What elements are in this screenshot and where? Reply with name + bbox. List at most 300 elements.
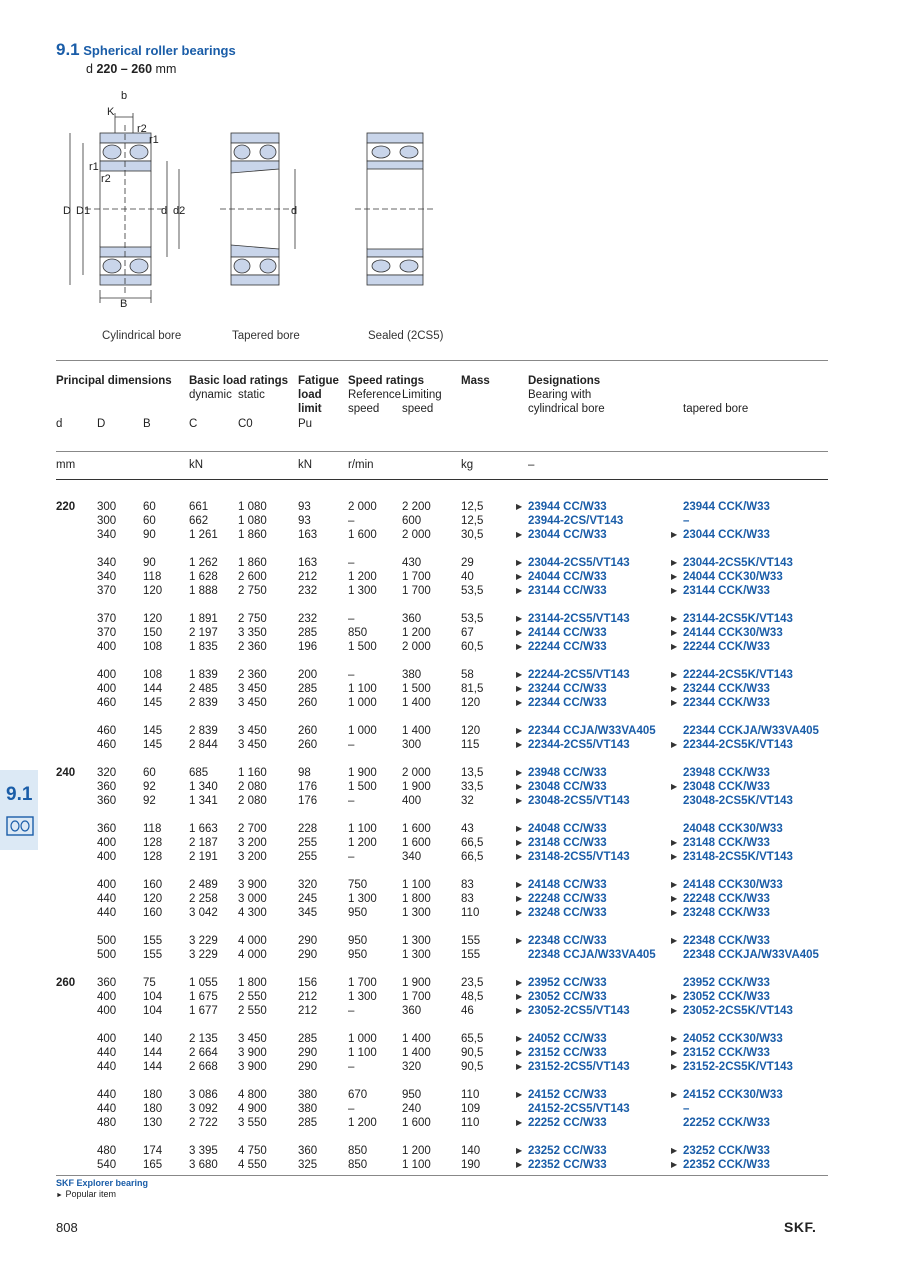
table-row <box>0 500 900 514</box>
cell-dynamic-load: 2 844 <box>189 739 218 751</box>
table-row <box>0 612 900 626</box>
cell-outer-diameter: 400 <box>97 879 117 891</box>
label-r1b: r1 <box>89 161 99 173</box>
cell-outer-diameter: 480 <box>97 1117 117 1129</box>
cell-mass: 66,5 <box>461 851 484 863</box>
cell-designation-tapered: 23152 CCK/W33 <box>683 1047 770 1059</box>
cell-designation-tapered: 23948 CCK/W33 <box>683 767 770 779</box>
cell-limiting-speed: 1 900 <box>402 781 431 793</box>
table-row <box>0 780 900 794</box>
cell-width: 104 <box>143 991 163 1003</box>
cell-designation-cylindrical: 23252 CC/W33 <box>528 1145 607 1157</box>
cell-mass: 110 <box>461 1117 480 1129</box>
cell-designation-tapered: 23048-2CS5K/VT143 <box>683 795 793 807</box>
cell-limiting-speed: 1 400 <box>402 1047 431 1059</box>
label-r2b: r2 <box>101 173 111 185</box>
cell-limiting-speed: 300 <box>402 739 422 751</box>
cell-fatigue-limit: 156 <box>298 977 318 989</box>
hdr-basic-load: Basic load ratings <box>189 375 289 387</box>
cell-width: 180 <box>143 1103 163 1115</box>
cell-designation-tapered: 23248 CCK/W33 <box>683 907 770 919</box>
cell-limiting-speed: 400 <box>402 795 422 807</box>
popular-item-icon: ▶ <box>671 1034 678 1043</box>
cell-limiting-speed: 2 200 <box>402 501 431 513</box>
cell-static-load: 2 360 <box>238 641 267 653</box>
cell-static-load: 4 550 <box>238 1159 267 1171</box>
cell-dynamic-load: 2 839 <box>189 697 218 709</box>
cell-dynamic-load: 3 229 <box>189 935 218 947</box>
cell-dynamic-load: 1 839 <box>189 669 218 681</box>
cell-static-load: 3 200 <box>238 837 267 849</box>
cell-outer-diameter: 400 <box>97 669 117 681</box>
cell-mass: 48,5 <box>461 991 484 1003</box>
cell-reference-speed: 1 100 <box>348 683 377 695</box>
cell-static-load: 2 550 <box>238 1005 267 1017</box>
cell-designation-cylindrical: 23048 CC/W33 <box>528 781 607 793</box>
cell-designation-cylindrical: 23948 CC/W33 <box>528 767 607 779</box>
cell-designation-cylindrical: 23148 CC/W33 <box>528 837 607 849</box>
table-row <box>0 850 900 864</box>
cell-mass: 115 <box>461 739 480 751</box>
popular-item-icon: ▶ <box>516 628 523 637</box>
cell-limiting-speed: 1 200 <box>402 627 431 639</box>
cell-static-load: 3 450 <box>238 683 267 695</box>
table-row <box>0 1032 900 1046</box>
unit-mm: mm <box>56 459 76 471</box>
cell-dynamic-load: 661 <box>189 501 209 513</box>
top-rule <box>56 360 828 361</box>
popular-item-icon: ▶ <box>671 908 678 917</box>
cell-dynamic-load: 2 722 <box>189 1117 218 1129</box>
cell-width: 145 <box>143 725 163 737</box>
popular-item-icon: ▶ <box>671 586 678 595</box>
cell-designation-cylindrical: 23148-2CS5/VT143 <box>528 851 630 863</box>
table-row <box>0 1158 900 1172</box>
cell-fatigue-limit: 176 <box>298 781 318 793</box>
cell-designation-tapered: 22348 CCK/W33 <box>683 935 770 947</box>
popular-item-icon: ▶ <box>671 740 678 749</box>
cell-reference-speed: 950 <box>348 907 368 919</box>
cell-limiting-speed: 1 100 <box>402 1159 431 1171</box>
cell-limiting-speed: 1 700 <box>402 571 431 583</box>
cell-designation-tapered: 24052 CCK30/W33 <box>683 1033 783 1045</box>
cell-mass: 32 <box>461 795 474 807</box>
bottom-rule <box>56 1175 828 1176</box>
cell-limiting-speed: 1 400 <box>402 725 431 737</box>
popular-item-icon: ▶ <box>516 880 523 889</box>
hdr-reference2: speed <box>348 403 380 415</box>
cell-designation-tapered: – <box>683 515 690 527</box>
cell-designation-cylindrical: 23952 CC/W33 <box>528 977 607 989</box>
cell-width: 120 <box>143 613 163 625</box>
cell-fatigue-limit: 176 <box>298 795 318 807</box>
cell-reference-speed: – <box>348 515 355 527</box>
cell-mass: 65,5 <box>461 1033 484 1045</box>
cell-reference-speed: – <box>348 1103 355 1115</box>
cell-designation-tapered: 24144 CCK30/W33 <box>683 627 783 639</box>
cell-outer-diameter: 400 <box>97 641 117 653</box>
cell-limiting-speed: 950 <box>402 1089 422 1101</box>
cell-fatigue-limit: 285 <box>298 627 318 639</box>
cell-limiting-speed: 380 <box>402 669 422 681</box>
cell-limiting-speed: 360 <box>402 613 422 625</box>
cell-fatigue-limit: 212 <box>298 571 318 583</box>
cell-designation-cylindrical: 23144-2CS5/VT143 <box>528 613 630 625</box>
cell-dynamic-load: 1 663 <box>189 823 218 835</box>
cell-width: 145 <box>143 739 163 751</box>
popular-item-icon: ▶ <box>516 684 523 693</box>
cell-designation-tapered: 23052 CCK/W33 <box>683 991 770 1003</box>
cell-reference-speed: 2 000 <box>348 501 377 513</box>
sym-C: C <box>189 418 198 430</box>
cell-static-load: 2 080 <box>238 781 267 793</box>
cell-designation-tapered: 23148-2CS5K/VT143 <box>683 851 793 863</box>
cell-width: 92 <box>143 781 156 793</box>
cell-limiting-speed: 1 300 <box>402 935 431 947</box>
cell-limiting-speed: 600 <box>402 515 422 527</box>
cell-mass: 46 <box>461 1005 474 1017</box>
hdr-reference1: Reference <box>348 389 402 401</box>
cell-fatigue-limit: 320 <box>298 879 318 891</box>
cell-designation-cylindrical: 23044 CC/W33 <box>528 529 607 541</box>
cell-fatigue-limit: 232 <box>298 613 318 625</box>
cell-fatigue-limit: 93 <box>298 515 311 527</box>
footnote-explorer: SKF Explorer bearing <box>56 1178 149 1188</box>
cell-designation-cylindrical: 22352 CC/W33 <box>528 1159 607 1171</box>
popular-item-icon: ▶ <box>671 894 678 903</box>
cell-fatigue-limit: 360 <box>298 1145 318 1157</box>
cell-reference-speed: 1 900 <box>348 767 377 779</box>
d-label: d <box>86 62 93 76</box>
cell-outer-diameter: 300 <box>97 501 117 513</box>
label-D: D <box>63 205 71 217</box>
label-D1: D1 <box>76 205 91 217</box>
cell-d: 220 <box>56 501 76 513</box>
cell-reference-speed: 1 300 <box>348 585 377 597</box>
cell-reference-speed: 670 <box>348 1089 368 1101</box>
cell-mass: 120 <box>461 697 481 709</box>
cell-static-load: 2 750 <box>238 585 267 597</box>
cell-dynamic-load: 2 664 <box>189 1047 218 1059</box>
cell-designation-cylindrical: 23052-2CS5/VT143 <box>528 1005 630 1017</box>
section-title-text: Spherical roller bearings <box>83 43 236 58</box>
side-tab-number: 9.1 <box>6 784 33 805</box>
cell-mass: 155 <box>461 935 481 947</box>
table-row <box>0 878 900 892</box>
cell-designation-cylindrical: 22344 CC/W33 <box>528 697 607 709</box>
cell-width: 120 <box>143 893 163 905</box>
popular-item-icon: ▶ <box>516 1160 523 1169</box>
cell-fatigue-limit: 290 <box>298 1047 318 1059</box>
cell-d: 240 <box>56 767 76 779</box>
table-row <box>0 948 900 962</box>
cell-fatigue-limit: 255 <box>298 851 318 863</box>
caption-tapered: Tapered bore <box>232 330 300 342</box>
cell-width: 108 <box>143 641 163 653</box>
cell-static-load: 1 800 <box>238 977 267 989</box>
cell-designation-tapered: 23144 CCK/W33 <box>683 585 770 597</box>
cell-mass: 83 <box>461 879 474 891</box>
cell-dynamic-load: 2 191 <box>189 851 218 863</box>
popular-item-icon: ▶ <box>516 852 523 861</box>
table-row <box>0 766 900 780</box>
cell-static-load: 3 900 <box>238 879 267 891</box>
cell-width: 150 <box>143 627 163 639</box>
table-row <box>0 570 900 584</box>
cell-static-load: 1 860 <box>238 557 267 569</box>
table-row <box>0 892 900 906</box>
cell-designation-cylindrical: 24044 CC/W33 <box>528 571 607 583</box>
popular-item-icon: ▶ <box>671 880 678 889</box>
section-number: 9.1 <box>56 40 80 59</box>
page-number: 808 <box>56 1220 78 1235</box>
sym-Pu: Pu <box>298 418 313 430</box>
cell-mass: 140 <box>461 1145 481 1157</box>
footnote-popular <box>56 1189 116 1199</box>
table-row <box>0 990 900 1004</box>
table-row <box>0 696 900 710</box>
label-b: b <box>121 90 128 102</box>
cell-outer-diameter: 360 <box>97 781 117 793</box>
cell-reference-speed: 1 500 <box>348 641 377 653</box>
cell-reference-speed: – <box>348 1061 355 1073</box>
cell-limiting-speed: 1 500 <box>402 683 431 695</box>
cell-fatigue-limit: 163 <box>298 557 318 569</box>
header-rule <box>56 451 828 452</box>
cell-outer-diameter: 320 <box>97 767 117 779</box>
table-row <box>0 794 900 808</box>
cell-static-load: 3 350 <box>238 627 267 639</box>
cell-outer-diameter: 400 <box>97 683 117 695</box>
table-row <box>0 934 900 948</box>
cell-designation-cylindrical: 23144 CC/W33 <box>528 585 607 597</box>
cell-mass: 110 <box>461 1089 480 1101</box>
cell-designation-cylindrical: 23152 CC/W33 <box>528 1047 607 1059</box>
cell-dynamic-load: 3 229 <box>189 949 218 961</box>
cell-fatigue-limit: 200 <box>298 669 318 681</box>
cell-static-load: 2 550 <box>238 991 267 1003</box>
cell-designation-tapered: 23152-2CS5K/VT143 <box>683 1061 793 1073</box>
cell-mass: 53,5 <box>461 585 484 597</box>
cell-outer-diameter: 400 <box>97 851 117 863</box>
cell-reference-speed: 1 000 <box>348 725 377 737</box>
table-row <box>0 556 900 570</box>
cell-designation-cylindrical: 22344 CCJA/W33VA405 <box>528 725 656 737</box>
cell-reference-speed: – <box>348 613 355 625</box>
cell-mass: 190 <box>461 1159 481 1171</box>
cell-outer-diameter: 440 <box>97 1089 117 1101</box>
cell-outer-diameter: 300 <box>97 515 117 527</box>
cell-static-load: 3 900 <box>238 1061 267 1073</box>
cell-reference-speed: 1 300 <box>348 991 377 1003</box>
cell-static-load: 3 000 <box>238 893 267 905</box>
cell-outer-diameter: 440 <box>97 1103 117 1115</box>
cell-reference-speed: – <box>348 851 355 863</box>
cell-limiting-speed: 1 300 <box>402 907 431 919</box>
popular-item-icon: ▶ <box>671 1006 678 1015</box>
cell-reference-speed: 1 500 <box>348 781 377 793</box>
cell-dynamic-load: 1 340 <box>189 781 218 793</box>
popular-item-icon: ▶ <box>671 628 678 637</box>
popular-item-icon: ▶ <box>516 894 523 903</box>
cell-width: 118 <box>143 823 162 835</box>
table-row <box>0 1060 900 1074</box>
cell-outer-diameter: 500 <box>97 935 117 947</box>
sym-C0: C0 <box>238 418 253 430</box>
cell-mass: 66,5 <box>461 837 484 849</box>
cell-reference-speed: 1 200 <box>348 837 377 849</box>
unit-kg: kg <box>461 459 474 471</box>
cell-designation-tapered: 22348 CCKJA/W33VA405 <box>683 949 819 961</box>
popular-item-icon: ▶ <box>516 1090 523 1099</box>
cell-width: 145 <box>143 697 163 709</box>
cell-limiting-speed: 1 400 <box>402 1033 431 1045</box>
table-row <box>0 1116 900 1130</box>
cell-fatigue-limit: 345 <box>298 907 318 919</box>
cell-static-load: 3 200 <box>238 851 267 863</box>
cell-dynamic-load: 2 839 <box>189 725 218 737</box>
popular-item-icon: ▶ <box>516 614 523 623</box>
cell-mass: 12,5 <box>461 501 484 513</box>
cell-mass: 58 <box>461 669 474 681</box>
cell-designation-tapered: 22344 CCK/W33 <box>683 697 770 709</box>
popular-item-icon: ▶ <box>671 614 678 623</box>
cell-designation-cylindrical: 24052 CC/W33 <box>528 1033 607 1045</box>
cell-width: 144 <box>143 1047 163 1059</box>
popular-item-icon: ▶ <box>671 558 678 567</box>
cell-outer-diameter: 400 <box>97 991 117 1003</box>
cell-mass: 90,5 <box>461 1061 484 1073</box>
cell-outer-diameter: 370 <box>97 613 117 625</box>
table-row <box>0 514 900 528</box>
cell-fatigue-limit: 212 <box>298 1005 318 1017</box>
cell-width: 144 <box>143 1061 163 1073</box>
cell-width: 60 <box>143 501 156 513</box>
cell-reference-speed: 1 200 <box>348 571 377 583</box>
cell-reference-speed: 1 300 <box>348 893 377 905</box>
cell-outer-diameter: 360 <box>97 823 117 835</box>
cell-fatigue-limit: 290 <box>298 949 318 961</box>
tapered-bore-drawing <box>220 133 298 285</box>
cell-width: 92 <box>143 795 156 807</box>
cell-static-load: 4 000 <box>238 935 267 947</box>
cell-designation-tapered: 22344 CCKJA/W33VA405 <box>683 725 819 737</box>
cell-static-load: 4 800 <box>238 1089 267 1101</box>
unit-dash: – <box>528 459 535 471</box>
section-side-tab <box>0 770 38 850</box>
cell-static-load: 2 080 <box>238 795 267 807</box>
table-row <box>0 1046 900 1060</box>
cell-mass: 23,5 <box>461 977 484 989</box>
cell-dynamic-load: 1 891 <box>189 613 218 625</box>
cell-designation-tapered: 23244 CCK/W33 <box>683 683 770 695</box>
cell-dynamic-load: 3 092 <box>189 1103 218 1115</box>
cell-fatigue-limit: 196 <box>298 641 318 653</box>
cell-static-load: 4 750 <box>238 1145 267 1157</box>
cell-dynamic-load: 1 835 <box>189 641 218 653</box>
cell-limiting-speed: 1 900 <box>402 977 431 989</box>
cell-limiting-speed: 1 600 <box>402 823 431 835</box>
table-row <box>0 976 900 990</box>
cell-designation-cylindrical: 22348 CC/W33 <box>528 935 607 947</box>
hdr-fatigue3: limit <box>298 403 322 415</box>
popular-item-icon: ▶ <box>516 838 523 847</box>
cell-width: 118 <box>143 571 162 583</box>
popular-item-icon: ▶ <box>516 740 523 749</box>
cell-static-load: 3 900 <box>238 1047 267 1059</box>
cell-reference-speed: 1 100 <box>348 823 377 835</box>
cell-designation-tapered: 24148 CCK30/W33 <box>683 879 783 891</box>
cell-outer-diameter: 360 <box>97 795 117 807</box>
popular-item-icon: ▶ <box>516 1048 523 1057</box>
cell-designation-tapered: 23252 CCK/W33 <box>683 1145 770 1157</box>
popular-item-icon: ▶ <box>671 852 678 861</box>
cell-width: 144 <box>143 683 163 695</box>
cell-reference-speed: 850 <box>348 1145 368 1157</box>
cell-static-load: 2 360 <box>238 669 267 681</box>
cell-mass: 81,5 <box>461 683 484 695</box>
popular-item-icon: ▶ <box>671 698 678 707</box>
cell-designation-tapered: 23044-2CS5K/VT143 <box>683 557 793 569</box>
hdr-limiting2: speed <box>402 403 434 415</box>
popular-item-icon: ▶ <box>516 768 523 777</box>
hdr-fatigue2: load <box>298 389 322 401</box>
cell-fatigue-limit: 260 <box>298 725 318 737</box>
hdr-designations: Designations <box>528 375 601 387</box>
cell-designation-cylindrical: 23944 CC/W33 <box>528 501 607 513</box>
cell-designation-cylindrical: 23944-2CS/VT143 <box>528 515 624 527</box>
cell-fatigue-limit: 255 <box>298 837 318 849</box>
hdr-bearing-with: Bearing with <box>528 389 592 401</box>
hdr-static: static <box>238 389 265 401</box>
cell-dynamic-load: 3 042 <box>189 907 218 919</box>
cell-designation-tapered: 23944 CCK/W33 <box>683 501 770 513</box>
cell-reference-speed: – <box>348 795 355 807</box>
cell-designation-tapered: – <box>683 1103 690 1115</box>
label-d: d <box>161 205 168 217</box>
cell-mass: 67 <box>461 627 474 639</box>
cell-dynamic-load: 3 680 <box>189 1159 218 1171</box>
cell-static-load: 4 000 <box>238 949 267 961</box>
cell-designation-cylindrical: 24152 CC/W33 <box>528 1089 607 1101</box>
table-row <box>0 626 900 640</box>
cell-designation-cylindrical: 24144 CC/W33 <box>528 627 607 639</box>
bearing-drawings <box>55 85 455 325</box>
label-d2: d2 <box>173 205 186 217</box>
cell-reference-speed: 750 <box>348 879 368 891</box>
cell-reference-speed: 1 000 <box>348 697 377 709</box>
table-row <box>0 822 900 836</box>
popular-item-icon: ▶ <box>516 586 523 595</box>
cell-width: 128 <box>143 851 163 863</box>
cell-dynamic-load: 1 262 <box>189 557 218 569</box>
caption-cylindrical: Cylindrical bore <box>102 330 182 342</box>
table-row <box>0 640 900 654</box>
cell-static-load: 4 900 <box>238 1103 267 1115</box>
cell-width: 120 <box>143 585 163 597</box>
cell-designation-cylindrical: 23244 CC/W33 <box>528 683 607 695</box>
cell-outer-diameter: 500 <box>97 949 117 961</box>
cell-dynamic-load: 2 258 <box>189 893 218 905</box>
popular-item-icon: ▶ <box>516 796 523 805</box>
cell-mass: 83 <box>461 893 474 905</box>
popular-item-icon: ▶ <box>516 936 523 945</box>
cell-outer-diameter: 460 <box>97 739 117 751</box>
popular-item-icon: ▶ <box>516 726 523 735</box>
cell-designation-tapered: 22252 CCK/W33 <box>683 1117 770 1129</box>
cell-limiting-speed: 430 <box>402 557 422 569</box>
popular-item-icon: ▶ <box>671 1160 678 1169</box>
